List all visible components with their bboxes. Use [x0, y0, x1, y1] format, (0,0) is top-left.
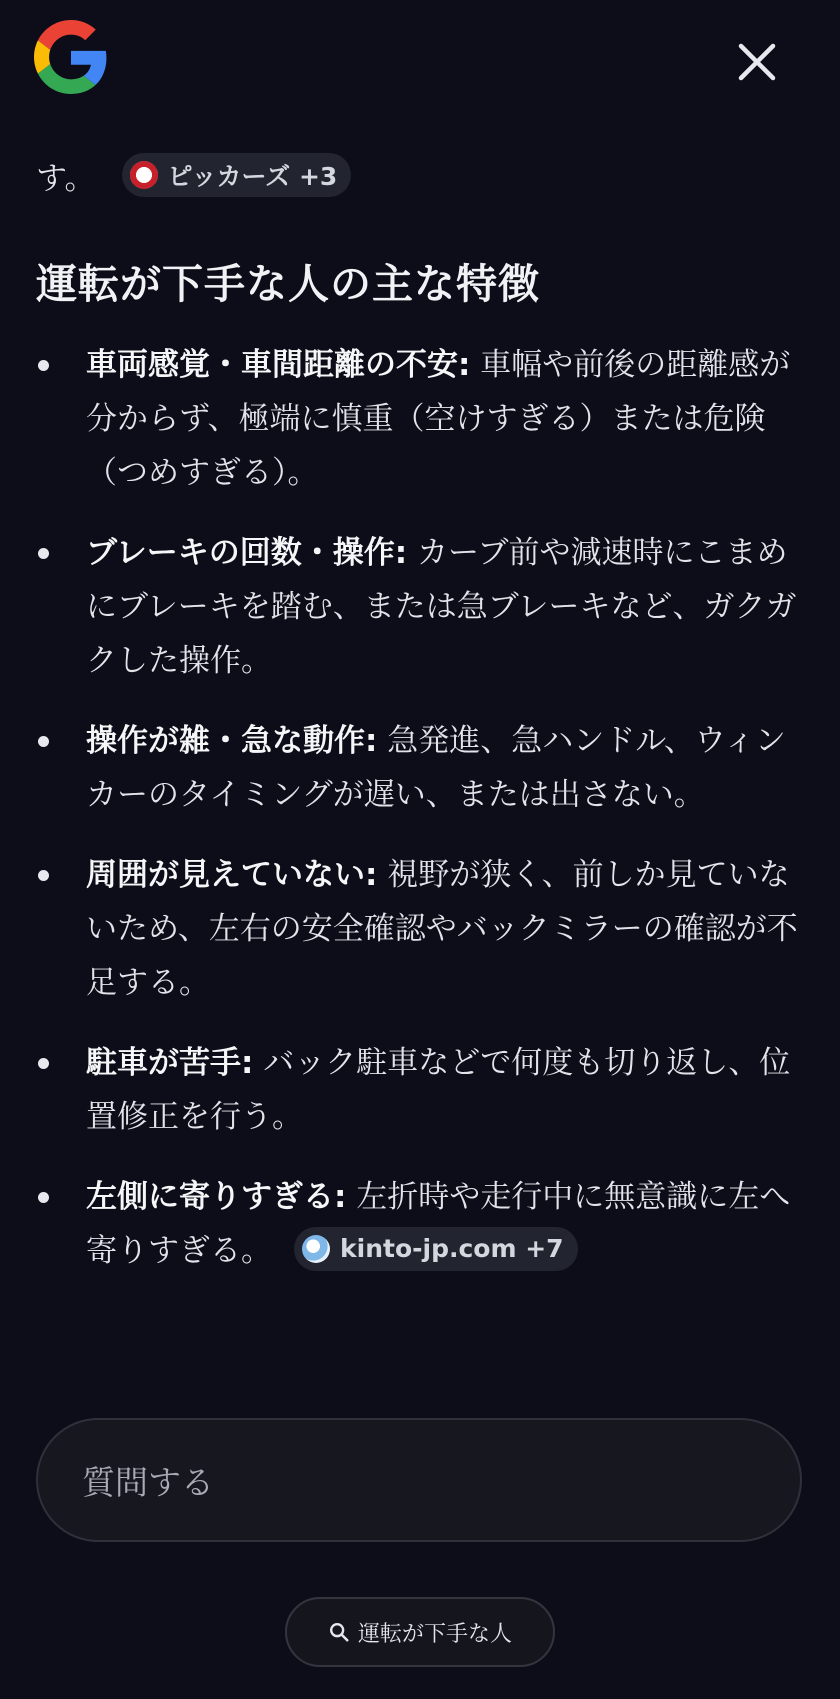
source-chip-kinto[interactable]: [294, 1227, 578, 1271]
kinto-favicon-icon: [302, 1235, 330, 1263]
list-item: [36, 526, 806, 688]
intro-text: す。: [36, 160, 96, 197]
close-icon: [737, 42, 777, 82]
ask-placeholder: 質問する: [82, 1462, 214, 1502]
search-query-button[interactable]: [285, 1597, 555, 1667]
bullet-title: ブレーキの回数・操作:: [86, 535, 408, 571]
bullet-body: 車幅や前後の距離感が分からず、極端に慎重（空けすぎる）または危険（つめすぎる）。: [86, 347, 791, 491]
source-chip-label: kinto-jp.com +7: [340, 1233, 564, 1263]
list-item: [36, 1170, 806, 1278]
list-item: [36, 338, 806, 500]
characteristics-list: [36, 338, 806, 1278]
top-bar: [0, 0, 840, 130]
list-item: [36, 1036, 806, 1144]
search-icon: [328, 1621, 350, 1643]
search-query-label: 運転が下手な人: [357, 1621, 512, 1647]
ask-input[interactable]: [36, 1418, 802, 1542]
answer-content: [36, 148, 806, 1304]
source-chip-label: ピッカーズ +3: [167, 162, 338, 191]
bullet-title: 操作が雑・急な動作:: [86, 723, 378, 759]
intro-line: [36, 148, 806, 202]
bullet-body: 急発進、急ハンドル、ウィンカーのタイミングが遅い、または出さない。: [86, 723, 786, 813]
section-heading: 運転が下手な人の主な特徴: [36, 260, 540, 308]
bullet-title: 左側に寄りすぎる:: [86, 1179, 347, 1215]
bullet-body: 左折時や走行中に無意識に左へ寄りすぎる。: [86, 1179, 791, 1269]
pickers-favicon-icon: [130, 161, 158, 189]
list-item: [36, 714, 806, 822]
source-chip-pickers[interactable]: [122, 153, 352, 197]
bullet-title: 車両感覚・車間距離の不安:: [86, 347, 471, 383]
bullet-body: 視野が狭く、前しか見ていないため、左右の安全確認やバックミラーの確認が不足する。: [86, 857, 798, 1001]
google-logo-icon: [34, 20, 108, 94]
bullet-body: カーブ前や減速時にこまめにブレーキを踏む、または急ブレーキなど、ガクガクした操作。: [86, 535, 797, 679]
bullet-title: 周囲が見えていない:: [86, 857, 378, 893]
bullet-title: 駐車が苦手:: [86, 1045, 254, 1081]
bullet-body: バック駐車などで何度も切り返し、位置修正を行う。: [86, 1045, 791, 1135]
close-button[interactable]: [725, 30, 789, 94]
list-item: [36, 848, 806, 1010]
